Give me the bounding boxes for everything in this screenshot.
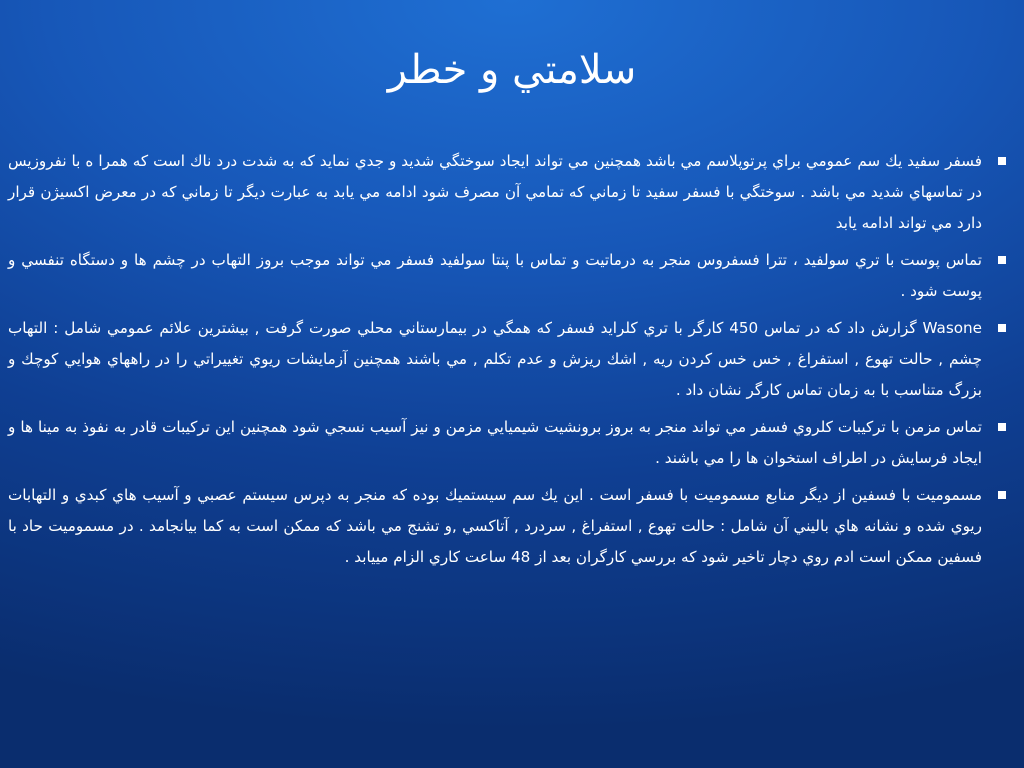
bullet-item: [8, 480, 1010, 573]
square-bullet-icon: [998, 491, 1006, 499]
square-bullet-icon: [998, 423, 1006, 431]
bullet-list: [8, 146, 1010, 579]
bullet-item: [8, 245, 1010, 307]
bullet-text: تماس مزمن با تركيبات كلروي فسفر مي تواند منجر به بروز برونشيت شيميايي مزمن و نيز آسيب نسجي شود همچنين اين تركيبات قادر به نفوذ به مينا ها و ايجاد فرسايش در اطراف استخوان ها را مي باشند .: [8, 418, 982, 467]
bullet-item: [8, 412, 1010, 474]
bullet-text: مسموميت با فسفين از ديگر منابع مسموميت با فسفر است . اين يك سم سيستميك بوده كه منجر به دپرس سيستم عصبي و آسيب هاي كبدي و التهابات ريوي شده و نشانه هاي باليني آن شامل : حالت تهوع , استفراغ , سردرد , آتاكسي ,و تشنج مي باشد كه ممكن است به كما بيانجامد . در مسموميت حاد با فسفين ممكن است ادم روي دچار تاخير شود كه بررسي كارگران بعد از 48 ساعت كاري الزام مييابد .: [8, 486, 982, 566]
bullet-item: [8, 313, 1010, 406]
square-bullet-icon: [998, 324, 1006, 332]
bullet-text: فسفر سفيد يك سم عمومي براي پرتوپلاسم مي باشد همچنين مي تواند ايجاد سوختگي شديد و جدي نمايد كه به شدت درد ناك است كه همرا ه با نفروزيس در تماسهاي شديد مي باشد . سوختگي با فسفر سفيد تا زماني كه تمامي آن مصرف شود ادامه مي يابد به عبارت ديگر تا زماني كه در معرض اكسيژن قرار دارد مي تواند ادامه يابد: [8, 152, 982, 232]
square-bullet-icon: [998, 157, 1006, 165]
bullet-item: [8, 146, 1010, 239]
bullet-text: تماس پوست با تري سولفيد ، تترا فسفروس منجر به درماتيت و تماس با پنتا سولفيد فسفر مي تواند موجب بروز التهاب در چشم ها و دستگاه تنفسي و پوست شود .: [8, 251, 982, 300]
slide-title: سلامتي و خطر: [387, 47, 637, 93]
square-bullet-icon: [998, 256, 1006, 264]
bullet-text: Wasone گزارش داد كه در تماس 450 كارگر با تري كلرايد فسفر كه همگي در بيمارستاني محلي صورت گرفت , بيشترين علائم عمومي شامل : التهاب چشم , حالت تهوع , استفراغ , خس خس كردن ريه , اشك ريزش و عدم تكلم , مي باشند همچنين آزمايشات ريوي تغييراتي را در راههاي هوايي كوچك و بزرگ متناسب با به زمان تماس كارگر نشان داد .: [8, 319, 983, 399]
